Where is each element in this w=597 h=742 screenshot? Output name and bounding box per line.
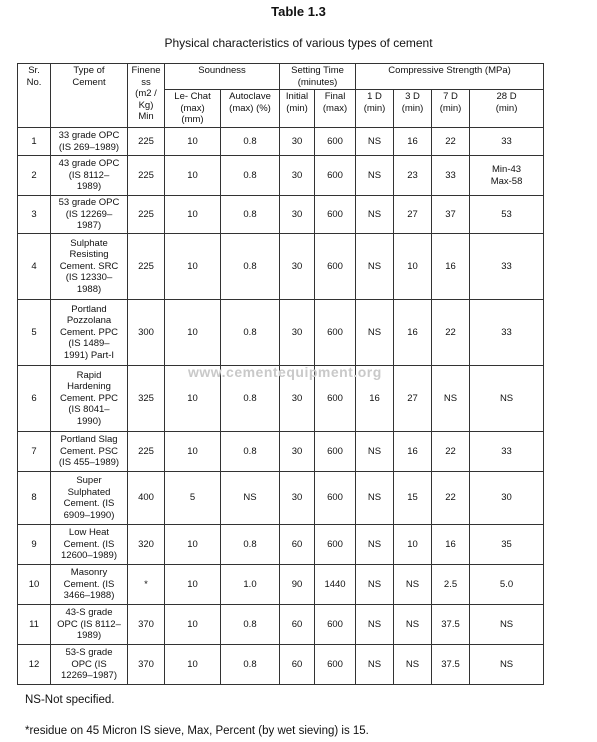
cell-3d: NS bbox=[394, 565, 432, 605]
cell-type: 43-S grade OPC (IS 8112– 1989) bbox=[51, 605, 128, 645]
cell-sr: 2 bbox=[18, 156, 51, 196]
table-row bbox=[18, 156, 544, 196]
cell-initial: 30 bbox=[280, 128, 315, 156]
cell-type: Rapid Hardening Cement. PPC (IS 8041– 1990) bbox=[51, 366, 128, 432]
cell-7d: 22 bbox=[432, 128, 470, 156]
cell-sr: 6 bbox=[18, 366, 51, 432]
cell-initial: 30 bbox=[280, 196, 315, 234]
cell-1d: NS bbox=[356, 645, 394, 685]
cell-initial: 60 bbox=[280, 605, 315, 645]
cell-fineness: 325 bbox=[128, 366, 165, 432]
cell-7d: 16 bbox=[432, 234, 470, 300]
cell-3d: NS bbox=[394, 645, 432, 685]
cell-final: 600 bbox=[315, 645, 356, 685]
cell-le-chat: 10 bbox=[165, 234, 221, 300]
cell-28d: 53 bbox=[470, 196, 544, 234]
cell-initial: 30 bbox=[280, 366, 315, 432]
cell-3d: 10 bbox=[394, 525, 432, 565]
cell-final: 600 bbox=[315, 525, 356, 565]
cell-final: 600 bbox=[315, 196, 356, 234]
cell-autoclave: NS bbox=[221, 472, 280, 525]
cell-final: 600 bbox=[315, 300, 356, 366]
cell-1d: NS bbox=[356, 156, 394, 196]
cell-initial: 30 bbox=[280, 300, 315, 366]
cell-type: 33 grade OPC (IS 269–1989) bbox=[51, 128, 128, 156]
cell-le-chat: 5 bbox=[165, 472, 221, 525]
cell-le-chat: 10 bbox=[165, 366, 221, 432]
table-row bbox=[18, 605, 544, 645]
cell-28d: 33 bbox=[470, 300, 544, 366]
cell-type: 53 grade OPC (IS 12269– 1987) bbox=[51, 196, 128, 234]
cell-initial: 60 bbox=[280, 525, 315, 565]
cell-fineness: * bbox=[128, 565, 165, 605]
cell-3d: 16 bbox=[394, 128, 432, 156]
cell-7d: 37.5 bbox=[432, 645, 470, 685]
cell-sr: 4 bbox=[18, 234, 51, 300]
cell-3d: 23 bbox=[394, 156, 432, 196]
cell-sr: 10 bbox=[18, 565, 51, 605]
cell-7d: 2.5 bbox=[432, 565, 470, 605]
table-row bbox=[18, 645, 544, 685]
cell-final: 1440 bbox=[315, 565, 356, 605]
cell-fineness: 225 bbox=[128, 234, 165, 300]
cell-le-chat: 10 bbox=[165, 565, 221, 605]
cell-autoclave: 0.8 bbox=[221, 366, 280, 432]
table-row bbox=[18, 472, 544, 525]
cell-final: 600 bbox=[315, 472, 356, 525]
cell-initial: 30 bbox=[280, 432, 315, 472]
cell-3d: NS bbox=[394, 605, 432, 645]
cell-autoclave: 0.8 bbox=[221, 300, 280, 366]
header-initial: Initial (min) bbox=[280, 90, 315, 128]
cell-sr: 5 bbox=[18, 300, 51, 366]
cell-initial: 30 bbox=[280, 472, 315, 525]
cell-3d: 16 bbox=[394, 432, 432, 472]
cell-1d: NS bbox=[356, 605, 394, 645]
header-7d: 7 D (min) bbox=[432, 90, 470, 128]
cell-final: 600 bbox=[315, 234, 356, 300]
cell-7d: 22 bbox=[432, 300, 470, 366]
header-fineness: Finene ss (m2 / Kg) Min bbox=[128, 64, 165, 128]
table-row bbox=[18, 525, 544, 565]
cell-28d: 33 bbox=[470, 234, 544, 300]
table-row bbox=[18, 300, 544, 366]
cell-1d: NS bbox=[356, 525, 394, 565]
cell-fineness: 370 bbox=[128, 605, 165, 645]
cell-sr: 11 bbox=[18, 605, 51, 645]
header-type-of-cement: Type of Cement bbox=[51, 64, 128, 128]
cell-type: Portland Pozzolana Cement. PPC (IS 1489– 1991) Part-I bbox=[51, 300, 128, 366]
cell-1d: NS bbox=[356, 300, 394, 366]
cell-le-chat: 10 bbox=[165, 432, 221, 472]
cell-type: 53-S grade OPC (IS 12269–1987) bbox=[51, 645, 128, 685]
cell-fineness: 400 bbox=[128, 472, 165, 525]
cell-1d: 16 bbox=[356, 366, 394, 432]
cell-3d: 10 bbox=[394, 234, 432, 300]
cell-fineness: 370 bbox=[128, 645, 165, 685]
cell-final: 600 bbox=[315, 432, 356, 472]
cell-sr: 9 bbox=[18, 525, 51, 565]
cell-3d: 15 bbox=[394, 472, 432, 525]
header-soundness: Soundness bbox=[165, 64, 280, 90]
table-row bbox=[18, 366, 544, 432]
header-le-chat: Le- Chat (max) (mm) bbox=[165, 90, 221, 128]
header-3d: 3 D (min) bbox=[394, 90, 432, 128]
cell-7d: NS bbox=[432, 366, 470, 432]
footnote-ns: NS-Not specified. bbox=[25, 694, 115, 706]
cell-28d: 33 bbox=[470, 128, 544, 156]
cell-final: 600 bbox=[315, 156, 356, 196]
cell-28d: NS bbox=[470, 645, 544, 685]
header-1d: 1 D (min) bbox=[356, 90, 394, 128]
cell-le-chat: 10 bbox=[165, 605, 221, 645]
cell-sr: 7 bbox=[18, 432, 51, 472]
cell-final: 600 bbox=[315, 366, 356, 432]
cell-28d: 30 bbox=[470, 472, 544, 525]
table-label: Table 1.3 bbox=[271, 4, 326, 19]
cell-3d: 27 bbox=[394, 366, 432, 432]
cell-autoclave: 0.8 bbox=[221, 525, 280, 565]
cell-autoclave: 0.8 bbox=[221, 645, 280, 685]
cement-characteristics-table bbox=[17, 63, 544, 685]
cell-autoclave: 1.0 bbox=[221, 565, 280, 605]
cell-1d: NS bbox=[356, 432, 394, 472]
cell-type: Sulphate Resisting Cement. SRC (IS 12330– 1988) bbox=[51, 234, 128, 300]
cell-28d: 5.0 bbox=[470, 565, 544, 605]
cell-initial: 60 bbox=[280, 645, 315, 685]
cell-1d: NS bbox=[356, 565, 394, 605]
cell-le-chat: 10 bbox=[165, 156, 221, 196]
cell-autoclave: 0.8 bbox=[221, 156, 280, 196]
cell-type: Masonry Cement. (IS 3466–1988) bbox=[51, 565, 128, 605]
cell-28d: 35 bbox=[470, 525, 544, 565]
cell-type: Portland Slag Cement. PSC (IS 455–1989) bbox=[51, 432, 128, 472]
header-sr-no: Sr. No. bbox=[18, 64, 51, 128]
table-row bbox=[18, 432, 544, 472]
cell-le-chat: 10 bbox=[165, 300, 221, 366]
cell-initial: 30 bbox=[280, 234, 315, 300]
cell-fineness: 225 bbox=[128, 196, 165, 234]
cell-initial: 90 bbox=[280, 565, 315, 605]
cell-fineness: 225 bbox=[128, 156, 165, 196]
cell-7d: 22 bbox=[432, 472, 470, 525]
cell-28d: NS bbox=[470, 366, 544, 432]
cell-sr: 3 bbox=[18, 196, 51, 234]
cell-initial: 30 bbox=[280, 156, 315, 196]
cell-28d: Min-43 Max-58 bbox=[470, 156, 544, 196]
cell-28d: 33 bbox=[470, 432, 544, 472]
cell-1d: NS bbox=[356, 128, 394, 156]
cell-le-chat: 10 bbox=[165, 196, 221, 234]
cell-1d: NS bbox=[356, 196, 394, 234]
cell-7d: 22 bbox=[432, 432, 470, 472]
cell-autoclave: 0.8 bbox=[221, 432, 280, 472]
cell-sr: 1 bbox=[18, 128, 51, 156]
cell-28d: NS bbox=[470, 605, 544, 645]
header-compressive-strength: Compressive Strength (MPa) bbox=[356, 64, 544, 90]
cell-fineness: 320 bbox=[128, 525, 165, 565]
table-row bbox=[18, 128, 544, 156]
table-row bbox=[18, 565, 544, 605]
cell-autoclave: 0.8 bbox=[221, 196, 280, 234]
header-final: Final (max) bbox=[315, 90, 356, 128]
cell-final: 600 bbox=[315, 128, 356, 156]
table-row bbox=[18, 234, 544, 300]
cell-final: 600 bbox=[315, 605, 356, 645]
watermark: www.cementequipment.org bbox=[188, 364, 382, 380]
header-28d: 28 D (min) bbox=[470, 90, 544, 128]
cell-type: 43 grade OPC (IS 8112– 1989) bbox=[51, 156, 128, 196]
footnote-residue: *residue on 45 Micron IS sieve, Max, Percent (by wet sieving) is 15. bbox=[25, 725, 369, 737]
cell-7d: 16 bbox=[432, 525, 470, 565]
cell-type: Low Heat Cement. (IS 12600–1989) bbox=[51, 525, 128, 565]
cell-3d: 27 bbox=[394, 196, 432, 234]
cell-7d: 37 bbox=[432, 196, 470, 234]
cell-le-chat: 10 bbox=[165, 128, 221, 156]
cell-autoclave: 0.8 bbox=[221, 128, 280, 156]
cell-1d: NS bbox=[356, 472, 394, 525]
cell-fineness: 300 bbox=[128, 300, 165, 366]
cell-sr: 8 bbox=[18, 472, 51, 525]
cell-sr: 12 bbox=[18, 645, 51, 685]
cell-le-chat: 10 bbox=[165, 525, 221, 565]
cell-3d: 16 bbox=[394, 300, 432, 366]
cell-le-chat: 10 bbox=[165, 645, 221, 685]
cell-fineness: 225 bbox=[128, 432, 165, 472]
cell-autoclave: 0.8 bbox=[221, 605, 280, 645]
cell-autoclave: 0.8 bbox=[221, 234, 280, 300]
header-setting-time: Setting Time (minutes) bbox=[280, 64, 356, 90]
cell-fineness: 225 bbox=[128, 128, 165, 156]
header-autoclave: Autoclave (max) (%) bbox=[221, 90, 280, 128]
table-title: Physical characteristics of various types of cement bbox=[164, 36, 433, 50]
cell-type: Super Sulphated Cement. (IS 6909–1990) bbox=[51, 472, 128, 525]
cell-1d: NS bbox=[356, 234, 394, 300]
table-row bbox=[18, 196, 544, 234]
cell-7d: 37.5 bbox=[432, 605, 470, 645]
cell-7d: 33 bbox=[432, 156, 470, 196]
